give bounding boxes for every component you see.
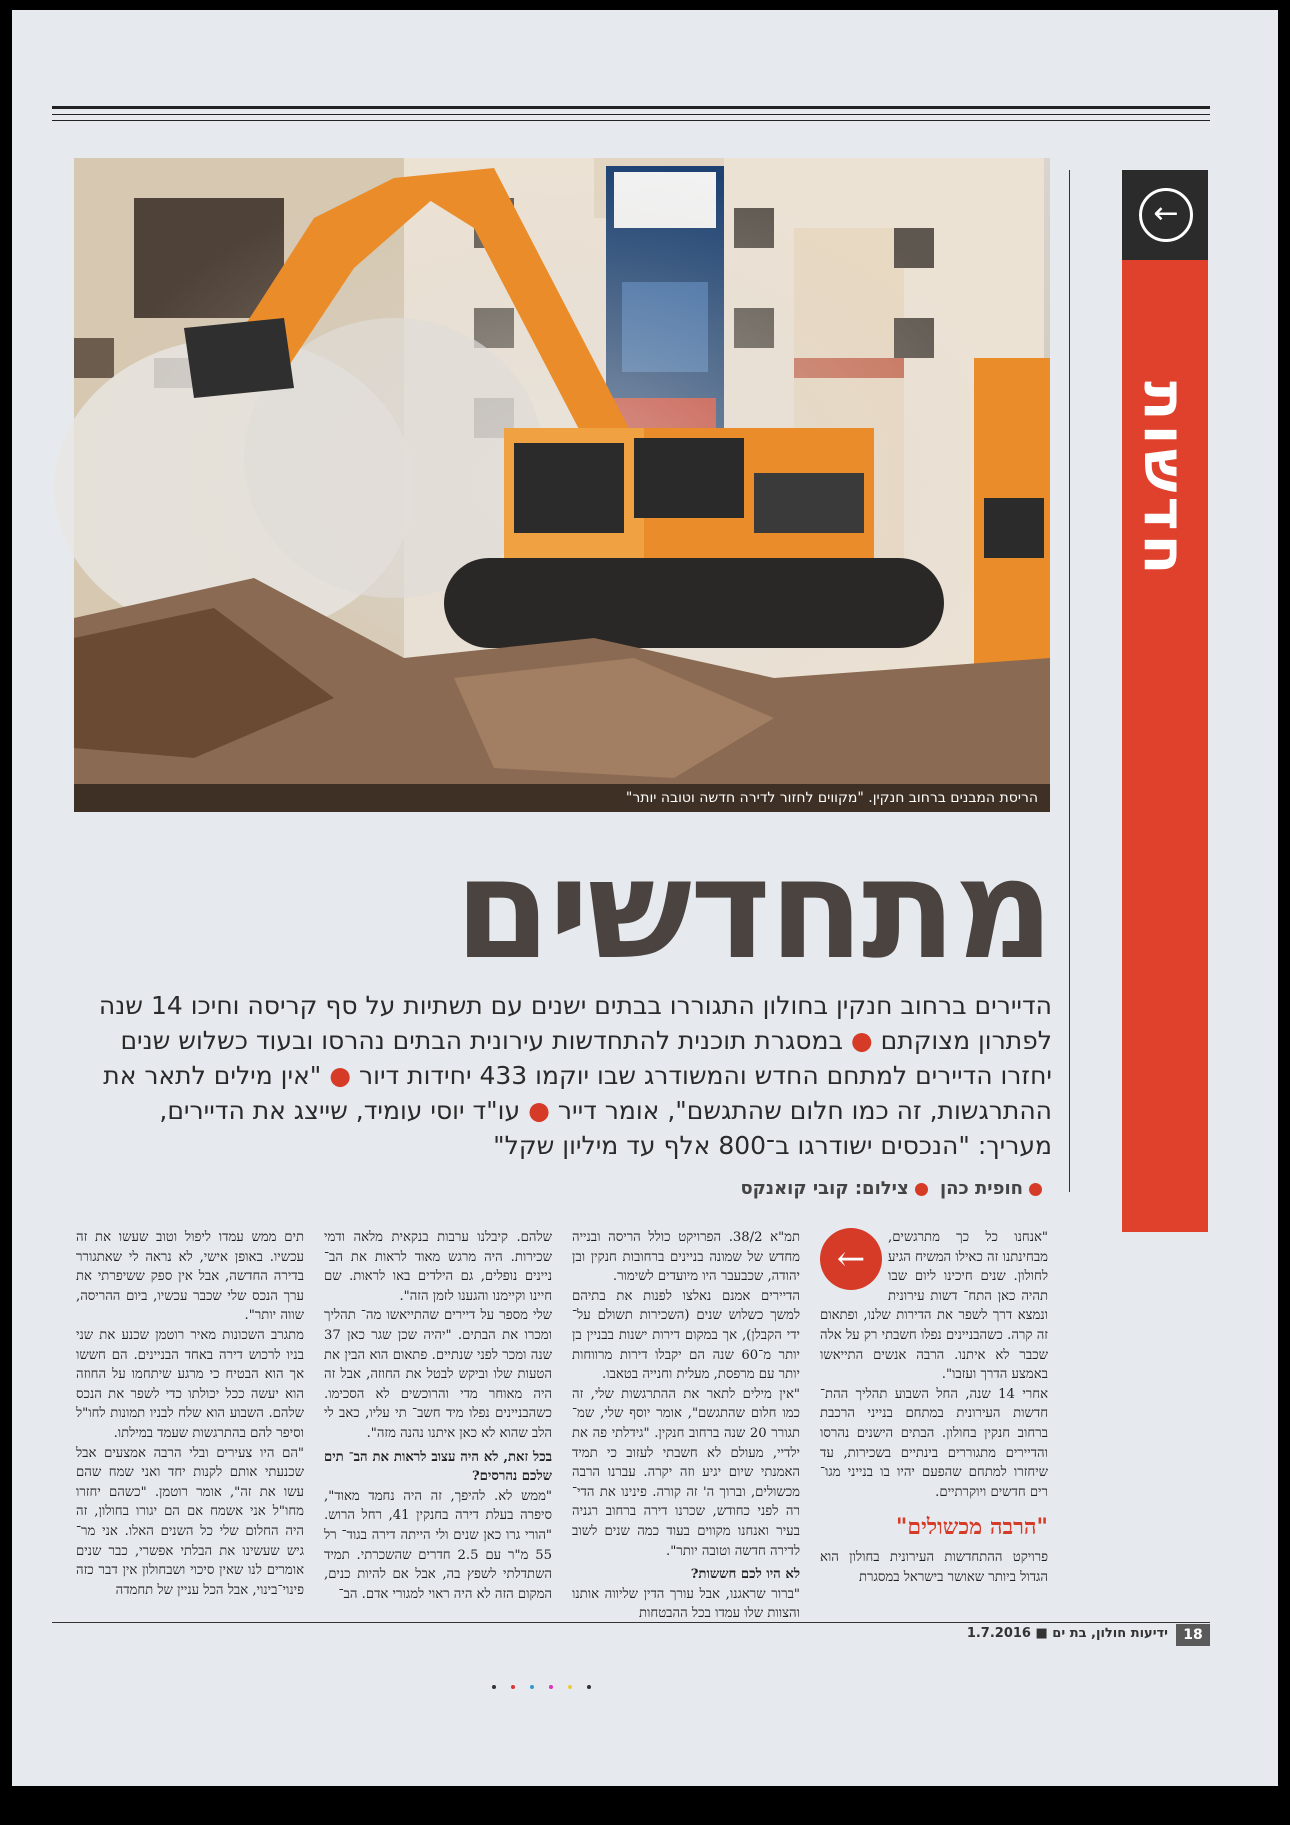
byline	[612, 1178, 1048, 1199]
paragraph: שלי מספר על דיירים שהתייאשו מה־ תהליך ומכרו את הבתים. "יהיה שכן שגר כאן 37 שנה ומכר לפני שנתיים. פתאום הוא הבין את הטעות שלו וביקש לבטל את החוזה, אבל זה היה מאוחר מדי והרוכשים לא הסכימו. כשהבניינים נפלו מיד חשב־ תי עליו, כאב לי הלב שהוא לא כאן איתנו נהנה מזה".	[324, 1308, 552, 1441]
footer-rule	[52, 1622, 1210, 1623]
subheading: "הרבה מכשולים"	[895, 1514, 1048, 1541]
byline-marker-icon	[915, 1183, 928, 1196]
top-rule-thin	[52, 114, 1210, 115]
arrow-left-icon: ←	[820, 1228, 882, 1290]
paragraph: "ברור שראגנו, אבל עורך הדין שליווה אותנו והצוות שלו עמדו בכל ההבטחות	[572, 1586, 800, 1622]
deck-text	[92, 988, 1052, 1163]
article-column-3	[324, 1228, 552, 1602]
section-label: חדשות	[1131, 381, 1199, 579]
paragraph: אחרי 14 שנה, החל השבוע תהליך ההת־ חדשות העירונית במתחם בנייני הרכבת ברחוב חנקין בחולון. הבתים הישנים נהרסו והדיירים מתגוררים בינתיים בשכירות, עד שיחזרו למתחם שהפעם יהיו בו בנייני מגו־ רים חדשים ויוקרתיים.	[820, 1386, 1048, 1500]
photo-caption: הריסת המבנים ברחוב חנקין. "מקווים לחזור לדירה חדשה וטובה יותר"	[74, 784, 1050, 812]
deck-part-3: "אין מילים לתאר את ההתרגשות, זה כמו חלום שהתגשם", אומר דייר	[103, 1061, 1052, 1125]
color-registration-dots	[492, 1674, 642, 1680]
interview-question: בכל זאת, לא היה עצוב לראות את הב־ תים שלכם נהרסים?	[324, 1449, 552, 1485]
article-column-2	[572, 1228, 800, 1622]
paragraph: הדיירים אמנם נאלצו לפנות את בתיהם למשך כשלוש שנים (השכירות תשולם על־ ידי הקבלן), אך במקום דירות ישנות בבניין בן יותר מ־60 שנה הם יקבלו דירות מרווחות יותר עם מרפסת, מעלית וחנייה בטאבו.	[572, 1288, 800, 1383]
newspaper-page	[12, 10, 1278, 1786]
column-divider	[1069, 170, 1070, 1192]
byline-marker-icon	[1029, 1183, 1042, 1196]
scan-border	[0, 1792, 1290, 1825]
deck-part-1: הדיירים ברחוב חנקין בחולון התגוררו בבתים ישנים עם תשתיות על סף קריסה וחיכו 14 שנה לפתרון מצוקתם	[98, 991, 1052, 1055]
demolition-photo	[74, 158, 1050, 812]
section-tab	[1122, 170, 1208, 1232]
top-rule	[52, 106, 1210, 109]
paragraph: תמ"א 38/2. הפרויקט כולל הריסה ובנייה מחדש של שמונה בניינים ברחובות חנקין ובן יהודה, שכבעבר היו מיועדים לשימור.	[572, 1230, 800, 1285]
page-number: 18	[1176, 1624, 1210, 1646]
arrow-left-icon: ←	[1139, 188, 1193, 242]
interview-question: לא היו לכם חששות?	[690, 1567, 800, 1583]
section-tab-header	[1122, 170, 1208, 260]
excavator-illustration	[74, 158, 1050, 812]
paragraph: "הם היו צעירים ובלי הרבה אמצעים אבל שכנעתי אותם לקנות יחד ואני שמח שהם עשו את זה", אומר רוטמן. "כשהם יחזרו מחו"ל אני אשמח אם הם יגורו בחולון, זה היה החלום שלי כל השנים האלו. אני מר־ גיש שעשינו את הבלתי אפשרי, כבר שנים אומרים לנו שאין סיכוי ושבחולון אין דבר כזה פינוי־בינוי, אבל הכל עניין של תחמדה	[76, 1445, 304, 1598]
top-rule-thin-2	[52, 120, 1210, 121]
paragraph: מתגרב השכונות מאיר רוטמן שכנע את שני בניו לרכוש דירה באחד הבניינים. הם חששו אך הוא הבטיח כי מרגע שיתחמו על החוזה הוא יעשה ככל יכולתו כדי לשפר את הנכס שלהם. השבוע הוא שלח לבניו תמונות לחו"ל וסיפר להם בהתרגשות שעמד במילתו.	[76, 1327, 304, 1441]
bullet-icon: ●	[850, 1026, 873, 1055]
byline-author: חופית כהן	[940, 1178, 1023, 1199]
footer-publication: ידיעות חולון, בת ים ■ 1.7.2016	[966, 1626, 1168, 1641]
byline-photo-credit: צילום: קובי קואנקס	[740, 1178, 909, 1199]
article-column-4	[76, 1228, 304, 1598]
paragraph: "אנחנו כל כך מתרגשים, מבחינתנו זה כאילו המשיח הגיע לחולון. שנים חיכינו ליום שבו תהיה כאן התח־ דשות עירונית ונמצא דרך לשפר את הדירות שלנו, ופתאום זה קרה. כשהבניינים נפלו חשבתי רק על אלה שכבר לא איתנו. הרבה אנשים התייאשו באמצע הדרך ועזבו".	[820, 1230, 1048, 1383]
paragraph: "אין מילים לתאר את ההתרגשות שלי, זה כמו חלום שהתגשם", אומר יוסף שלי, שמ־ תגורר 20 שנה ברחוב חנקין. "גידלתי פה את ילדיי, מעולם לא חשבתי לעזוב כי תמיד האמנתי שיום יגיע וזה יקרה. עברנו הרבה מכשולים, וברוך ה' זה קורה. פינינו את הדי־ רה לפני כחודש, שכרנו דירה ברחוב רגניה בעיר ואנחנו מקווים בעוד כמה שנים לשוב לדירה חדשה וטובה יותר".	[572, 1386, 800, 1559]
deck-part-4: עו"ד יוסי עומיד, שייצג את הדיירים, מעריך: "הנכסים ישודרגו ב־800 אלף עד מיליון שקל"	[159, 1096, 1052, 1160]
bullet-icon: ●	[528, 1096, 550, 1125]
paragraph: "ממש לא. להיפך, זה היה נחמד מאוד", סיפרה בעלת דירה בחנקין 41, רחל הרוש. "הורי גרו כאן שנים ולי הייתה דירה בגוד־ רל 55 מ"ר עם 2.5 חדרים שהשכרתי. תמיד השתדלתי לשפץ בה, אבל אם להיות כנים, המקום הזה לא היה ראוי למגורי אדם. הב־	[324, 1488, 552, 1602]
paragraph: תים ממש עמדו ליפול וטוב שעשו את זה עכשיו. באופן אישי, לא נראה לי שאתגורר בדירה החדשה, אבל אין ספק ששיפרתי את ערך הנכס שלי שכבר עכשיו, ביום ההריסה, שווה יותר".	[76, 1230, 304, 1324]
deck-part-2: במסגרת תוכנית להתחדשות עירונית הבתים נהרסו ובעוד כשלוש שנים יחזרו הדיירים למתחם החדש והמשודרג שבו יוקמו 433 יחידות דיור	[120, 1026, 1052, 1090]
article-column-1	[820, 1228, 1048, 1590]
headline: מתחדשים	[454, 829, 1052, 990]
paragraph: שלהם. קיבלנו ערבות בנקאית מלאה ודמי שכירות. היה מרגש מאוד לראות את הב־ ניינים נופלים, גם הילדים באו לראות. שם חיינו וקיימנו והגענו לזמן הזה".	[324, 1230, 552, 1304]
bullet-icon: ●	[329, 1061, 352, 1090]
paragraph: פרויקט ההתחדשות העירונית בחולון הוא הגדול ביותר שאושר בישראל במסגרת	[820, 1550, 1048, 1585]
